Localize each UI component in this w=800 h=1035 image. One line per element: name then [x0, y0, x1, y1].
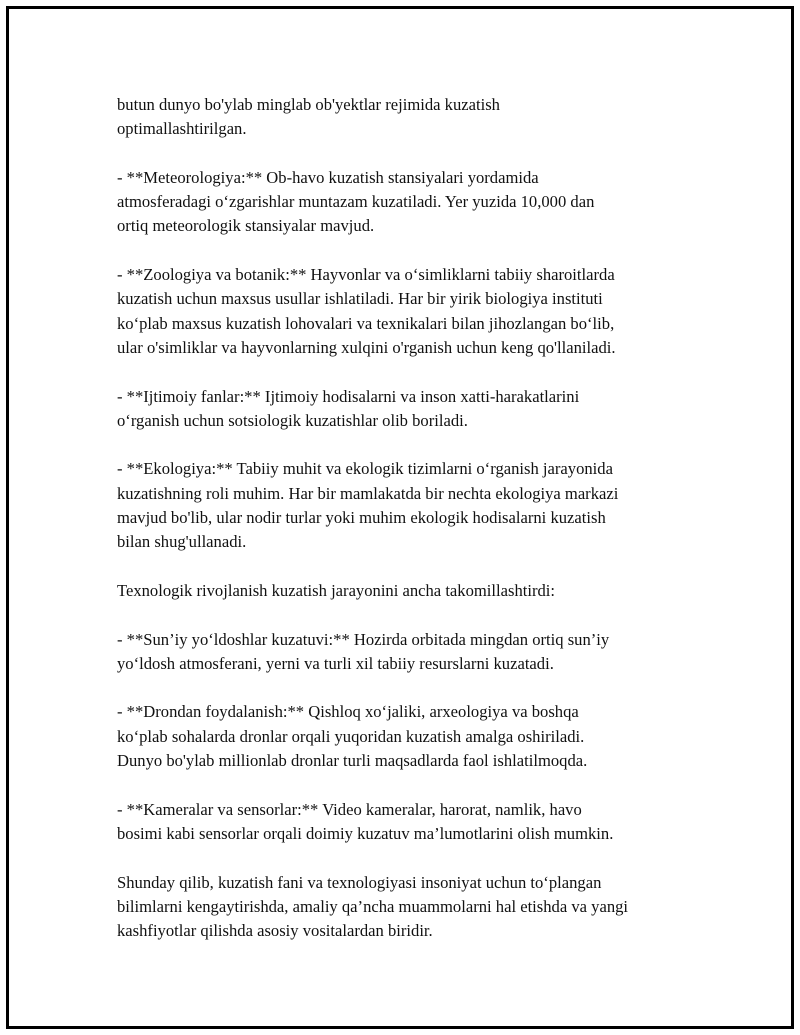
paragraph-conclusion	[117, 871, 697, 944]
paragraph-technology-intro	[117, 579, 697, 603]
paragraph-social-sciences	[117, 385, 697, 434]
document-body	[117, 93, 697, 968]
text-line: bilimlarni kengaytirishda, amaliy qa’ncha muammolarni hal etishda va yangi	[117, 896, 629, 916]
text-line: - **Ijtimoiy fanlar:** Ijtimoiy hodisalarni va inson xatti-harakatlarini	[117, 386, 580, 406]
text-line: - **Ekologiya:** Tabiiy muhit va ekologik tizimlarni o‘rganish jarayonida	[117, 459, 613, 479]
text-line: - **Meteorologiya:** Ob-havo kuzatish stansiyalari yordamida	[117, 167, 539, 187]
paragraph-satellites	[117, 628, 697, 677]
text-line: ortiq meteorologik stansiyalar mavjud.	[117, 216, 375, 236]
text-line: - **Zoologiya va botanik:** Hayvonlar va o‘simliklarni tabiiy sharoitlarda	[117, 265, 615, 285]
paragraph-meteorology	[117, 166, 697, 239]
text-line: ular o'simliklar va hayvonlarning xulqini o'rganish uchun keng qo'llaniladi.	[117, 337, 616, 357]
text-line: kuzatishning roli muhim. Har bir mamlakatda bir nechta ekologiya markazi	[117, 483, 619, 503]
text-line: - **Sun’iy yo‘ldoshlar kuzatuvi:** Hozirda orbitada mingdan ortiq sun’iy	[117, 629, 610, 649]
paragraph-cameras-sensors	[117, 798, 697, 847]
text-line: kuzatish uchun maxsus usullar ishlatiladi. Har bir yirik biologiya instituti	[117, 289, 603, 309]
text-line: mavjud bo'lib, ular nodir turlar yoki muhim ekologik hodisalarni kuzatish	[117, 508, 606, 528]
text-line: bilan shug'ullanadi.	[117, 532, 247, 552]
text-line: - **Kameralar va sensorlar:** Video kameralar, harorat, namlik, havo	[117, 799, 582, 819]
text-line: ko‘plab sohalarda dronlar orqali yuqoridan kuzatish amalga oshiriladi.	[117, 726, 585, 746]
text-line: optimallashtirilgan.	[117, 119, 247, 139]
text-line: Texnologik rivojlanish kuzatish jarayonini ancha takomillashtirdi:	[117, 580, 556, 600]
text-line: butun dunyo bo'ylab minglab ob'yektlar rejimida kuzatish	[117, 95, 500, 114]
text-line: atmosferadagi o‘zgarishlar muntazam kuzatiladi. Yer yuzida 10,000 dan	[117, 192, 595, 212]
text-line: - **Drondan foydalanish:** Qishloq xo‘jaliki, arxeologiya va boshqa	[117, 702, 579, 722]
text-line: yo‘ldosh atmosferani, yerni va turli xil tabiiy resurslarni kuzatadi.	[117, 653, 554, 673]
document-page	[6, 6, 794, 1029]
text-line: kashfiyotlar qilishda asosiy vositalardan biridir.	[117, 921, 433, 941]
paragraph-zoology-botany	[117, 263, 697, 360]
text-line: Shunday qilib, kuzatish fani va texnologiyasi insoniyat uchun to‘plangan	[117, 872, 602, 892]
paragraph-intro-continuation	[117, 93, 697, 142]
paragraph-drones	[117, 700, 697, 773]
text-line: bosimi kabi sensorlar orqali doimiy kuzatuv ma’lumotlarini olish mumkin.	[117, 823, 614, 843]
text-line: ko‘plab maxsus kuzatish lohovalari va texnikalari bilan jihozlangan bo‘lib,	[117, 313, 615, 333]
paragraph-ecology	[117, 457, 697, 554]
text-line: o‘rganish uchun sotsiologik kuzatishlar olib boriladi.	[117, 410, 468, 430]
text-line: Dunyo bo'ylab millionlab dronlar turli maqsadlarda faol ishlatilmoqda.	[117, 751, 588, 771]
